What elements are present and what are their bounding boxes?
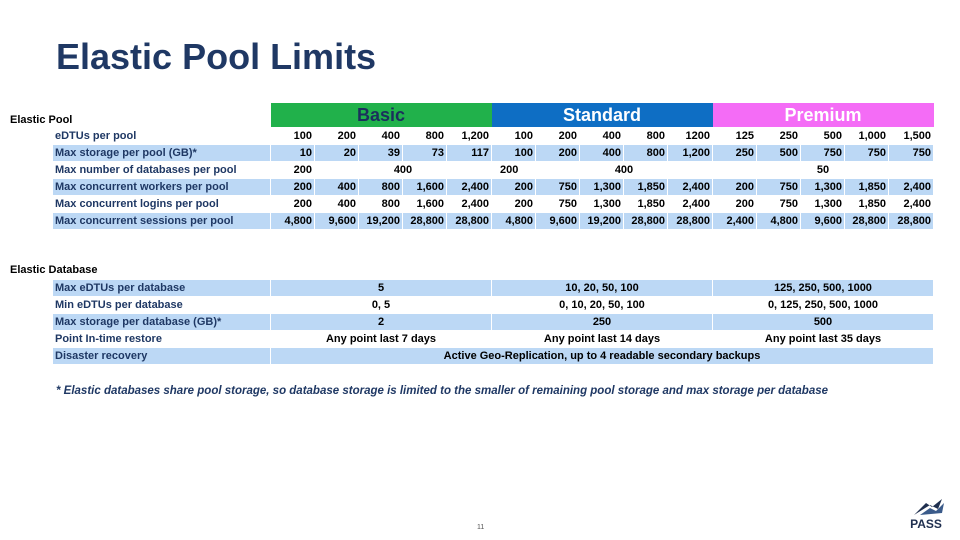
tier-header-row bbox=[53, 103, 934, 128]
pool-cell-premium: 4,800 bbox=[757, 213, 801, 230]
db-row bbox=[53, 297, 934, 314]
pool-cell-basic: 28,800 bbox=[447, 213, 492, 230]
pass-logo bbox=[906, 497, 946, 531]
pool-cell-premium: 250 bbox=[757, 128, 801, 145]
db-row bbox=[53, 331, 934, 348]
pool-cell-basic: 2,400 bbox=[447, 196, 492, 213]
pool-cell-standard: 9,600 bbox=[536, 213, 580, 230]
pool-cell-basic: 2,400 bbox=[447, 179, 492, 196]
db-cell-all: Active Geo-Replication, up to 4 readable secondary backups bbox=[271, 348, 934, 365]
db-cell-premium: 125, 250, 500, 1000 bbox=[713, 280, 934, 297]
pool-cell: 50 bbox=[713, 162, 934, 179]
pool-cell-standard: 28,800 bbox=[624, 213, 668, 230]
pool-cell: 200 bbox=[271, 162, 315, 179]
pool-cell-basic: 800 bbox=[359, 196, 403, 213]
elastic-database-table bbox=[52, 279, 934, 365]
pool-cell-premium: 2,400 bbox=[713, 213, 757, 230]
pool-cell-premium: 200 bbox=[713, 179, 757, 196]
pool-cell-premium: 2,400 bbox=[889, 179, 934, 196]
pool-cell-basic: 9,600 bbox=[315, 213, 359, 230]
pool-cell-premium: 1,000 bbox=[845, 128, 889, 145]
pool-cell-premium: 28,800 bbox=[845, 213, 889, 230]
db-row bbox=[53, 348, 934, 365]
pool-cell-premium: 28,800 bbox=[889, 213, 934, 230]
pool-row-label: Max storage per pool (GB)* bbox=[53, 145, 271, 162]
tier-header-basic: Basic bbox=[271, 103, 492, 128]
pool-cell-standard: 800 bbox=[624, 128, 668, 145]
pool-cell-premium: 750 bbox=[757, 179, 801, 196]
pool-cell-standard: 2,400 bbox=[668, 179, 713, 196]
pool-cell-basic: 800 bbox=[403, 128, 447, 145]
pool-row-label: Max concurrent workers per pool bbox=[53, 179, 271, 196]
pool-cell-premium: 9,600 bbox=[801, 213, 845, 230]
db-row bbox=[53, 314, 934, 331]
pool-row-label: Max concurrent sessions per pool bbox=[53, 213, 271, 230]
pool-cell-basic: 1,200 bbox=[447, 128, 492, 145]
pool-cell: 400 bbox=[315, 162, 492, 179]
db-cell-basic: 2 bbox=[271, 314, 492, 331]
db-row-label: Disaster recovery bbox=[53, 348, 271, 365]
db-row bbox=[53, 280, 934, 297]
pool-row-label: Max concurrent logins per pool bbox=[53, 196, 271, 213]
pool-cell-premium: 500 bbox=[757, 145, 801, 162]
db-cell-basic: 5 bbox=[271, 280, 492, 297]
pool-cell-standard: 28,800 bbox=[668, 213, 713, 230]
pool-cell-standard: 200 bbox=[536, 145, 580, 162]
pool-cell-standard: 200 bbox=[492, 196, 536, 213]
elastic-pool-table bbox=[52, 103, 934, 230]
elastic-pool-label: Elastic Pool bbox=[10, 114, 73, 126]
pool-cell-premium: 200 bbox=[713, 196, 757, 213]
db-row-label: Point In-time restore bbox=[53, 331, 271, 348]
pool-cell-premium: 250 bbox=[713, 145, 757, 162]
db-cell-premium: 0, 125, 250, 500, 1000 bbox=[713, 297, 934, 314]
pool-cell-premium: 750 bbox=[757, 196, 801, 213]
pool-cell-basic: 28,800 bbox=[403, 213, 447, 230]
pool-cell-basic: 117 bbox=[447, 145, 492, 162]
pool-cell-standard: 19,200 bbox=[580, 213, 624, 230]
pool-cell-standard: 100 bbox=[492, 145, 536, 162]
elastic-database-label: Elastic Database bbox=[10, 264, 98, 276]
pool-cell-basic: 100 bbox=[271, 128, 315, 145]
pool-row bbox=[53, 145, 934, 162]
pool-cell-standard: 400 bbox=[580, 128, 624, 145]
pool-cell-basic: 73 bbox=[403, 145, 447, 162]
db-cell-premium: Any point last 35 days bbox=[713, 331, 934, 348]
pool-row-label: Max number of databases per pool bbox=[53, 162, 271, 179]
pool-row bbox=[53, 196, 934, 213]
pool-cell-premium: 500 bbox=[801, 128, 845, 145]
pool-row bbox=[53, 213, 934, 230]
pool-cell-standard: 1,850 bbox=[624, 196, 668, 213]
pool-cell-standard: 800 bbox=[624, 145, 668, 162]
pool-cell-premium: 125 bbox=[713, 128, 757, 145]
pool-cell-standard: 1,300 bbox=[580, 196, 624, 213]
pool-cell-premium: 1,300 bbox=[801, 196, 845, 213]
pool-row-label: eDTUs per pool bbox=[53, 128, 271, 145]
pool-cell-basic: 10 bbox=[271, 145, 315, 162]
pool-cell-premium: 1,850 bbox=[845, 196, 889, 213]
pool-cell-basic: 20 bbox=[315, 145, 359, 162]
db-cell-standard: Any point last 14 days bbox=[492, 331, 713, 348]
pool-cell-standard: 100 bbox=[492, 128, 536, 145]
pool-cell-standard: 750 bbox=[536, 196, 580, 213]
pool-cell-premium: 2,400 bbox=[889, 196, 934, 213]
db-row-label: Max eDTUs per database bbox=[53, 280, 271, 297]
pool-cell-premium: 1,850 bbox=[845, 179, 889, 196]
db-cell-standard: 0, 10, 20, 50, 100 bbox=[492, 297, 713, 314]
pool-cell-standard: 1,200 bbox=[668, 145, 713, 162]
slide-title: Elastic Pool Limits bbox=[56, 36, 377, 77]
pool-cell-basic: 1,600 bbox=[403, 196, 447, 213]
db-cell-basic: Any point last 7 days bbox=[271, 331, 492, 348]
pool-row bbox=[53, 128, 934, 145]
pool-cell-standard: 1,850 bbox=[624, 179, 668, 196]
pool-cell-basic: 800 bbox=[359, 179, 403, 196]
pool-cell-basic: 200 bbox=[315, 128, 359, 145]
pool-cell-standard: 1200 bbox=[668, 128, 713, 145]
pool-cell-standard: 200 bbox=[492, 179, 536, 196]
pool-cell-basic: 200 bbox=[271, 179, 315, 196]
db-row-label: Max storage per database (GB)* bbox=[53, 314, 271, 331]
pool-cell-standard: 4,800 bbox=[492, 213, 536, 230]
pool-cell: 200 bbox=[492, 162, 536, 179]
pool-cell-premium: 750 bbox=[801, 145, 845, 162]
page-number: 11 bbox=[477, 524, 485, 531]
db-cell-standard: 10, 20, 50, 100 bbox=[492, 280, 713, 297]
pool-cell-basic: 39 bbox=[359, 145, 403, 162]
pass-logo-text: PASS bbox=[910, 517, 942, 531]
tier-header-standard: Standard bbox=[492, 103, 713, 128]
pool-row bbox=[53, 179, 934, 196]
pool-cell-premium: 1,300 bbox=[801, 179, 845, 196]
pass-logo-icon bbox=[906, 497, 946, 517]
footnote: * Elastic databases share pool storage, so database storage is limited to the smaller of remaining pool storage and max storage per database bbox=[56, 385, 829, 397]
header-spacer bbox=[53, 103, 271, 128]
pool-cell-basic: 400 bbox=[359, 128, 403, 145]
pool-cell-basic: 400 bbox=[315, 179, 359, 196]
pool-cell: 400 bbox=[536, 162, 713, 179]
pool-cell-basic: 19,200 bbox=[359, 213, 403, 230]
pool-cell-basic: 1,600 bbox=[403, 179, 447, 196]
pool-cell-premium: 750 bbox=[845, 145, 889, 162]
db-cell-standard: 250 bbox=[492, 314, 713, 331]
pool-cell-basic: 4,800 bbox=[271, 213, 315, 230]
pool-cell-standard: 200 bbox=[536, 128, 580, 145]
pool-cell-basic: 400 bbox=[315, 196, 359, 213]
pool-cell-standard: 2,400 bbox=[668, 196, 713, 213]
db-cell-premium: 500 bbox=[713, 314, 934, 331]
pool-row bbox=[53, 162, 934, 179]
pool-cell-standard: 400 bbox=[580, 145, 624, 162]
pool-cell-basic: 200 bbox=[271, 196, 315, 213]
pool-cell-premium: 750 bbox=[889, 145, 934, 162]
pool-cell-standard: 750 bbox=[536, 179, 580, 196]
db-cell-basic: 0, 5 bbox=[271, 297, 492, 314]
pool-cell-premium: 1,500 bbox=[889, 128, 934, 145]
tier-header-premium: Premium bbox=[713, 103, 934, 128]
db-row-label: Min eDTUs per database bbox=[53, 297, 271, 314]
pool-cell-standard: 1,300 bbox=[580, 179, 624, 196]
